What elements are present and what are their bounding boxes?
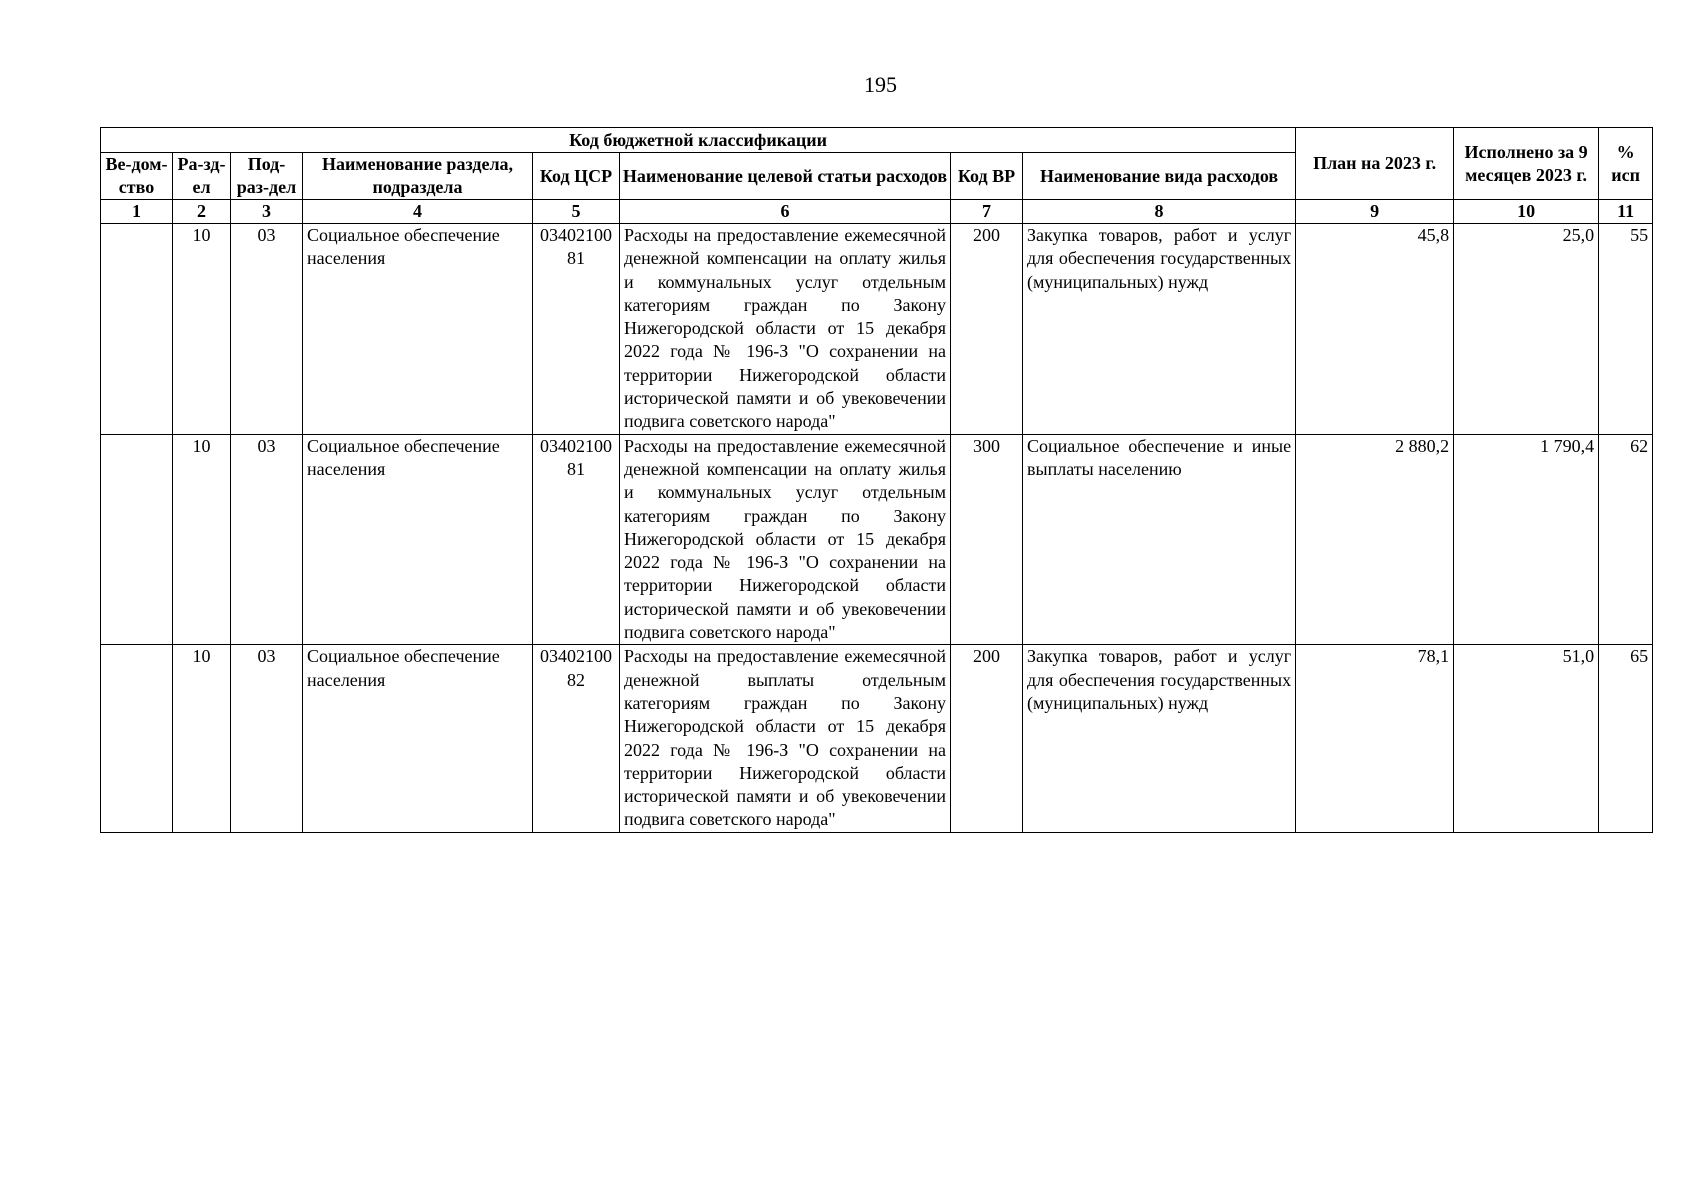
col-header-executed: Исполнено за 9 месяцев 2023 г. xyxy=(1454,128,1599,200)
col-number: 9 xyxy=(1296,200,1454,224)
col-header-vr: Код ВР xyxy=(951,153,1023,200)
col-header-article-name: Наименование целевой статьи расходов xyxy=(620,153,951,200)
cell-vedomstvo xyxy=(101,645,173,832)
col-header-razdel: Ра-зд-ел xyxy=(173,153,231,200)
cell-article-name: Расходы на предоставление ежемесячной денежной выплаты отдельным категориям граждан по Закону Нижегородской области от 15 декабря 2022 года № 196-З "О сохранении на территории Нижегородской области исторической памяти и об увековечении подвига советского народа" xyxy=(620,645,951,832)
budget-classification-header: Код бюджетной классификации xyxy=(101,128,1296,153)
cell-executed: 1 790,4 xyxy=(1454,434,1599,645)
col-number: 2 xyxy=(173,200,231,224)
cell-podrazdel: 03 xyxy=(231,434,303,645)
col-header-section-name: Наименование раздела, подраздела xyxy=(303,153,533,200)
table-row xyxy=(101,645,1653,832)
cell-plan: 78,1 xyxy=(1296,645,1454,832)
header-group-row xyxy=(101,128,1653,153)
col-header-plan: План на 2023 г. xyxy=(1296,128,1454,200)
cell-vedomstvo xyxy=(101,224,173,435)
cell-vr: 300 xyxy=(951,434,1023,645)
cell-percent: 65 xyxy=(1599,645,1653,832)
col-number: 11 xyxy=(1599,200,1653,224)
cell-article-name: Расходы на предоставление ежемесячной денежной компенсации на оплату жилья и коммунальных услуг отдельным категориям граждан по Закону Нижегородской области от 15 декабря 2022 года № 196-З "О сохранении на территории Нижегородской области исторической памяти и об увековечении подвига советского народа" xyxy=(620,434,951,645)
cell-csr: 0340210082 xyxy=(533,645,620,832)
cell-percent: 62 xyxy=(1599,434,1653,645)
col-number: 6 xyxy=(620,200,951,224)
cell-vr: 200 xyxy=(951,645,1023,832)
col-number: 5 xyxy=(533,200,620,224)
cell-razdel: 10 xyxy=(173,434,231,645)
cell-csr: 0340210081 xyxy=(533,224,620,435)
cell-expense-type: Закупка товаров, работ и услуг для обеспечения государственных (муниципальных) нужд xyxy=(1023,224,1296,435)
cell-vedomstvo xyxy=(101,434,173,645)
cell-podrazdel: 03 xyxy=(231,645,303,832)
cell-section-name: Социальное обеспечение населения xyxy=(303,224,533,435)
cell-executed: 25,0 xyxy=(1454,224,1599,435)
table-row xyxy=(101,434,1653,645)
cell-section-name: Социальное обеспечение населения xyxy=(303,434,533,645)
cell-razdel: 10 xyxy=(173,645,231,832)
cell-percent: 55 xyxy=(1599,224,1653,435)
cell-expense-type: Закупка товаров, работ и услуг для обеспечения государственных (муниципальных) нужд xyxy=(1023,645,1296,832)
cell-expense-type: Социальное обеспечение и иные выплаты населению xyxy=(1023,434,1296,645)
col-number: 4 xyxy=(303,200,533,224)
col-header-expense-type: Наименование вида расходов xyxy=(1023,153,1296,200)
col-number: 10 xyxy=(1454,200,1599,224)
cell-plan: 2 880,2 xyxy=(1296,434,1454,645)
col-header-podrazdel: Под-раз-дел xyxy=(231,153,303,200)
cell-vr: 200 xyxy=(951,224,1023,435)
col-number: 3 xyxy=(231,200,303,224)
cell-csr: 0340210081 xyxy=(533,434,620,645)
col-number: 1 xyxy=(101,200,173,224)
cell-article-name: Расходы на предоставление ежемесячной денежной компенсации на оплату жилья и коммунальных услуг отдельным категориям граждан по Закону Нижегородской области от 15 декабря 2022 года № 196-З "О сохранении на территории Нижегородской области исторической памяти и об увековечении подвига советского народа" xyxy=(620,224,951,435)
cell-executed: 51,0 xyxy=(1454,645,1599,832)
budget-table xyxy=(100,127,1653,833)
page-number: 195 xyxy=(864,72,897,97)
col-header-csr: Код ЦСР xyxy=(533,153,620,200)
col-number: 8 xyxy=(1023,200,1296,224)
col-number: 7 xyxy=(951,200,1023,224)
col-header-percent: % исп xyxy=(1599,128,1653,200)
cell-section-name: Социальное обеспечение населения xyxy=(303,645,533,832)
col-header-vedomstvo: Ве-дом-ство xyxy=(101,153,173,200)
column-number-row xyxy=(101,200,1653,224)
cell-podrazdel: 03 xyxy=(231,224,303,435)
table-row xyxy=(101,224,1653,435)
cell-razdel: 10 xyxy=(173,224,231,435)
cell-plan: 45,8 xyxy=(1296,224,1454,435)
